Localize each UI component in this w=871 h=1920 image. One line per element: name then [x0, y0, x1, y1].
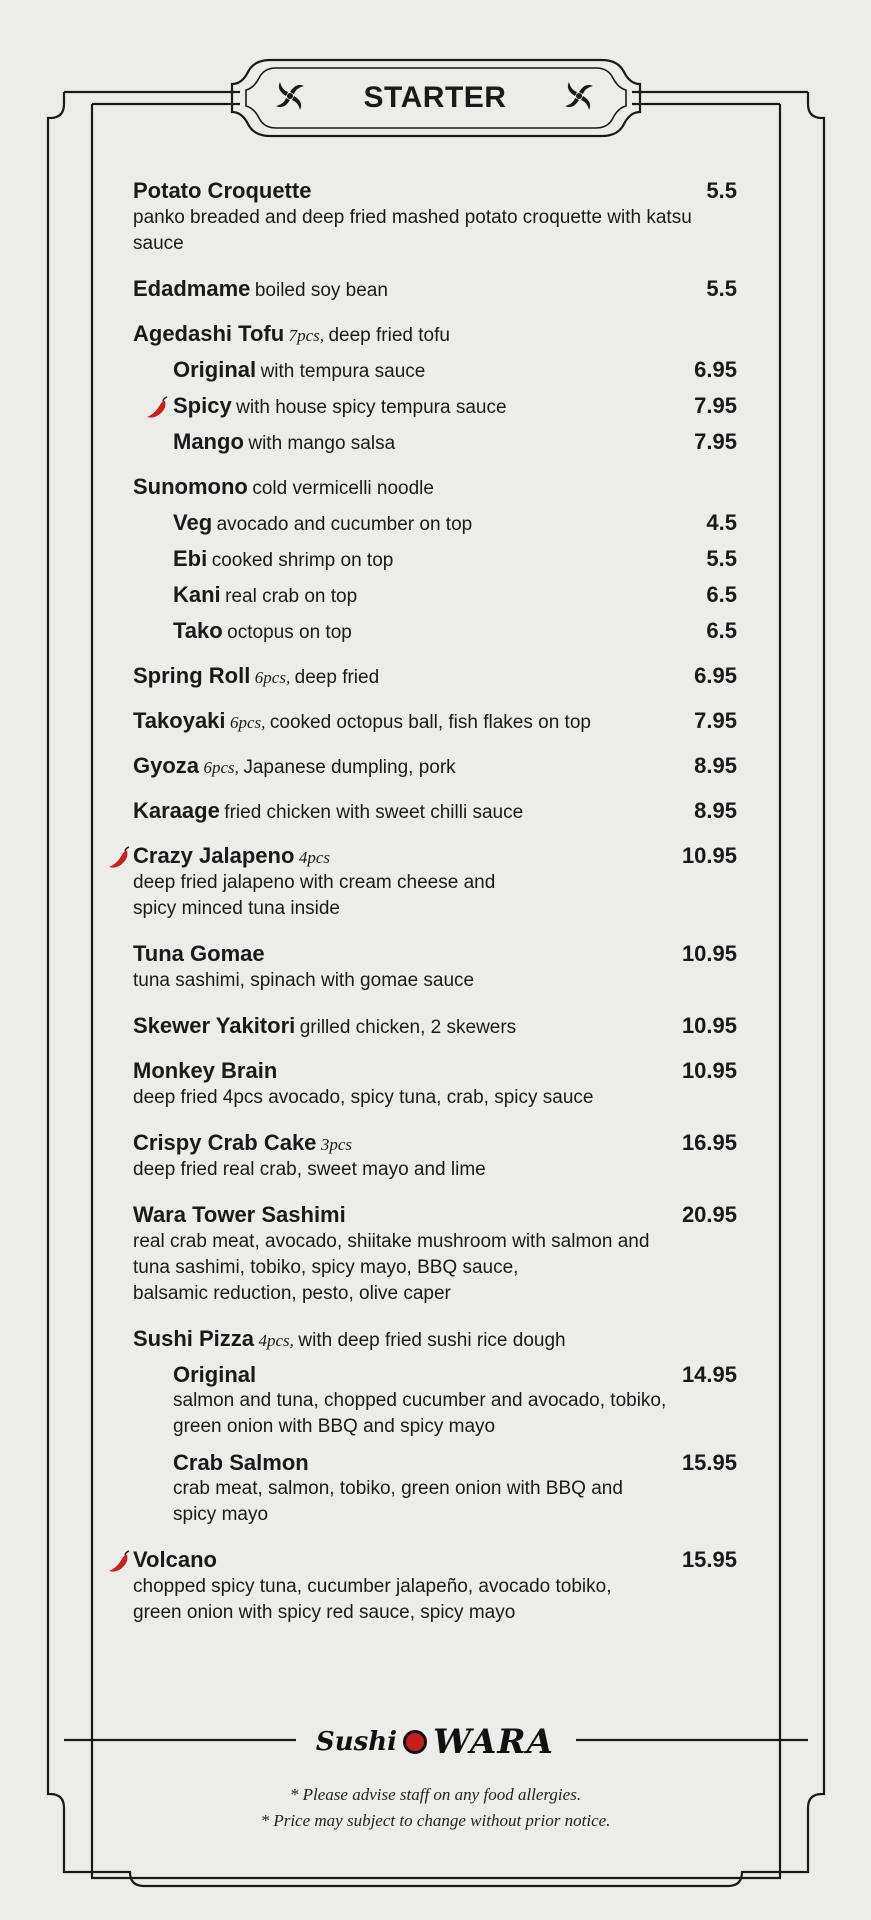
item-title: [133, 1547, 217, 1573]
item-header: [133, 843, 737, 869]
item-price: 14.95: [681, 1362, 737, 1387]
item-price: 5.5: [706, 178, 737, 203]
menu-item: [133, 843, 737, 922]
item-name: Volcano: [133, 1547, 217, 1572]
item-price: 10.95: [681, 941, 737, 966]
logo-dot-icon: [403, 1730, 427, 1754]
item-pieces: 6pcs,: [203, 758, 239, 777]
item-price: 10.95: [681, 1058, 737, 1083]
menu-item: [133, 708, 737, 734]
item-title: [133, 941, 265, 967]
item-price: 10.95: [681, 1013, 737, 1038]
item-name: Potato Croquette: [133, 178, 312, 203]
item-short-desc: Japanese dumpling, pork: [243, 757, 456, 778]
item-name: Veg: [173, 510, 213, 535]
item-name: Crab Salmon: [173, 1450, 309, 1475]
item-name: Sunomono: [133, 474, 248, 499]
sub-item: [173, 618, 737, 644]
item-name: Takoyaki: [133, 708, 226, 733]
item-price: 7.95: [694, 708, 737, 733]
item-name: Skewer Yakitori: [133, 1013, 296, 1038]
sub-item-header: [173, 429, 737, 455]
item-title: [173, 510, 472, 536]
item-header: [133, 708, 737, 734]
item-name: Monkey Brain: [133, 1058, 278, 1083]
item-name: Agedashi Tofu: [133, 321, 285, 346]
menu-item: [133, 753, 737, 779]
item-header: [133, 1130, 737, 1156]
item-title: [173, 393, 507, 419]
item-pieces: 6pcs,: [254, 668, 291, 687]
sub-item-list: [133, 1362, 737, 1528]
sub-item-list: [133, 510, 737, 644]
item-name: Ebi: [173, 546, 208, 571]
footer-notes: [0, 1782, 871, 1834]
item-title: [133, 663, 379, 689]
sub-item-header: [173, 357, 737, 383]
item-title: [173, 1450, 309, 1476]
item-price: 15.95: [681, 1450, 737, 1475]
item-price: 4.5: [706, 510, 737, 535]
item-title: [133, 798, 523, 824]
item-description: deep fried 4pcs avocado, spicy tuna, crab, spicy sauce: [133, 1087, 594, 1108]
item-name: Crazy Jalapeno: [133, 843, 295, 868]
item-title: [173, 582, 357, 608]
item-price: 6.95: [694, 357, 737, 382]
item-name: Gyoza: [133, 753, 200, 778]
swirl-ornament-icon: [272, 78, 308, 114]
sub-item-header: [173, 582, 737, 608]
item-name: Karaage: [133, 798, 220, 823]
item-title: [133, 178, 311, 204]
item-name: Edadmame: [133, 276, 251, 301]
menu-item: [133, 1058, 737, 1111]
item-title: [173, 1362, 256, 1388]
item-title: [133, 843, 330, 869]
item-name: Kani: [173, 582, 221, 607]
item-price: 7.95: [694, 429, 737, 454]
menu-item: [133, 276, 737, 302]
item-pieces: 3pcs: [320, 1135, 353, 1154]
item-short-desc: octopus on top: [227, 622, 352, 643]
sub-item: [173, 357, 737, 383]
item-name: Crispy Crab Cake: [133, 1130, 317, 1155]
price-note: * Price may subject to change without prior notice.: [260, 1811, 611, 1830]
item-name: Original: [173, 1362, 257, 1387]
menu-item: [133, 474, 737, 644]
menu-item: [133, 798, 737, 824]
sub-item: [173, 429, 737, 455]
item-name: Tuna Gomae: [133, 941, 265, 966]
item-short-desc: cold vermicelli noodle: [252, 478, 434, 499]
item-short-desc: real crab on top: [225, 586, 358, 607]
menu-item: [133, 1547, 737, 1626]
chili-pepper-icon: [145, 396, 169, 420]
item-short-desc: grilled chicken, 2 skewers: [299, 1017, 517, 1038]
allergy-note: * Please advise staff on any food allergies.: [289, 1785, 582, 1804]
item-title: [133, 321, 450, 347]
item-description: chopped spicy tuna, cucumber jalapeño, avocado tobiko, green onion with spicy red sauce, spicy mayo: [133, 1576, 612, 1623]
brand-logo: [300, 1712, 570, 1772]
item-title: [133, 1202, 346, 1228]
item-name: Original: [173, 357, 257, 382]
item-short-desc: fried chicken with sweet chilli sauce: [224, 802, 524, 823]
item-header: [133, 178, 737, 204]
item-price: 6.5: [706, 582, 737, 607]
sub-item-header: [173, 510, 737, 536]
item-header: [133, 753, 737, 779]
item-title: [133, 1130, 352, 1156]
item-short-desc: with mango salsa: [248, 433, 396, 454]
menu-item: [133, 1013, 737, 1039]
item-title: [133, 276, 388, 302]
item-name: Tako: [173, 618, 223, 643]
item-title: [133, 708, 591, 734]
item-header: [133, 474, 737, 500]
item-header: [133, 1547, 737, 1573]
item-description: crab meat, salmon, tobiko, green onion with BBQ and spicy mayo: [173, 1478, 623, 1525]
item-title: [133, 1058, 277, 1084]
item-pieces: 4pcs: [298, 848, 331, 867]
item-short-desc: boiled soy bean: [254, 280, 388, 301]
logo-word-sushi: Sushi: [315, 1727, 398, 1757]
item-price: 10.95: [681, 843, 737, 868]
sub-item: [173, 393, 737, 419]
item-name: Spicy: [173, 393, 232, 418]
item-header: [133, 1202, 737, 1228]
item-header: [133, 798, 737, 824]
sub-item-list: [133, 357, 737, 455]
menu-list: [133, 178, 737, 1645]
item-header: [133, 663, 737, 689]
item-short-desc: with house spicy tempura sauce: [236, 397, 507, 418]
item-price: 6.95: [694, 663, 737, 688]
item-short-desc: cooked shrimp on top: [211, 550, 394, 571]
menu-item: [133, 178, 737, 257]
item-price: 8.95: [694, 798, 737, 823]
item-price: 7.95: [694, 393, 737, 418]
sub-item-header: [173, 1450, 737, 1476]
sub-item-header: [173, 393, 737, 419]
item-title: [133, 753, 456, 779]
item-name: Wara Tower Sashimi: [133, 1202, 346, 1227]
item-header: [133, 321, 737, 347]
logo-word-wara: WARA: [433, 1722, 555, 1762]
item-title: [133, 1326, 566, 1352]
item-title: [173, 429, 395, 455]
item-short-desc: with deep fried sushi rice dough: [298, 1330, 566, 1351]
chili-pepper-icon: [107, 1550, 131, 1574]
item-price: 6.5: [706, 618, 737, 643]
item-description: panko breaded and deep fried mashed potato croquette with katsu sauce: [133, 207, 692, 254]
menu-item: [133, 1130, 737, 1183]
item-pieces: 6pcs,: [230, 713, 266, 732]
item-header: [133, 1326, 737, 1352]
item-short-desc: deep fried tofu: [328, 325, 450, 346]
item-price: 15.95: [681, 1547, 737, 1572]
item-short-desc: avocado and cucumber on top: [216, 514, 473, 535]
sub-item-header: [173, 1362, 737, 1388]
item-name: Mango: [173, 429, 244, 454]
sub-item: [173, 510, 737, 536]
section-title: STARTER: [363, 81, 507, 114]
item-header: [133, 1058, 737, 1084]
menu-item: [133, 321, 737, 455]
item-title: [133, 1013, 516, 1039]
item-price: 8.95: [694, 753, 737, 778]
item-short-desc: cooked octopus ball, fish flakes on top: [269, 712, 591, 733]
item-description: real crab meat, avocado, shiitake mushroom with salmon and tuna sashimi, tobiko, spicy mayo, BBQ sauce, balsamic reduction, pesto, olive caper: [133, 1231, 650, 1304]
item-short-desc: with tempura sauce: [260, 361, 426, 382]
item-price: 16.95: [681, 1130, 737, 1155]
item-header: [133, 1013, 737, 1039]
item-name: Spring Roll: [133, 663, 251, 688]
menu-item: [133, 1202, 737, 1307]
item-description: deep fried jalapeno with cream cheese and spicy minced tuna inside: [133, 872, 496, 919]
item-description: deep fried real crab, sweet mayo and lime: [133, 1159, 486, 1180]
item-pieces: 4pcs,: [258, 1331, 294, 1350]
item-name: Sushi Pizza: [133, 1326, 255, 1351]
item-header: [133, 276, 737, 302]
sub-item-header: [173, 618, 737, 644]
item-title: [173, 618, 352, 644]
sub-item: [173, 1450, 737, 1528]
item-price: 5.5: [706, 546, 737, 571]
item-price: 20.95: [681, 1202, 737, 1227]
item-title: [173, 357, 425, 383]
item-price: 5.5: [706, 276, 737, 301]
item-title: [133, 474, 434, 500]
sub-item: [173, 546, 737, 572]
menu-item: [133, 941, 737, 994]
sub-item-header: [173, 546, 737, 572]
menu-item: [133, 663, 737, 689]
chili-pepper-icon: [107, 846, 131, 870]
swirl-ornament-icon: [561, 78, 597, 114]
item-description: tuna sashimi, spinach with gomae sauce: [133, 970, 475, 991]
sub-item: [173, 582, 737, 608]
item-header: [133, 941, 737, 967]
item-title: [173, 546, 393, 572]
sub-item: [173, 1362, 737, 1440]
menu-item: [133, 1326, 737, 1528]
item-pieces: 7pcs,: [288, 326, 325, 345]
item-short-desc: deep fried: [294, 667, 380, 688]
item-description: salmon and tuna, chopped cucumber and avocado, tobiko, green onion with BBQ and spicy mayo: [173, 1390, 667, 1437]
